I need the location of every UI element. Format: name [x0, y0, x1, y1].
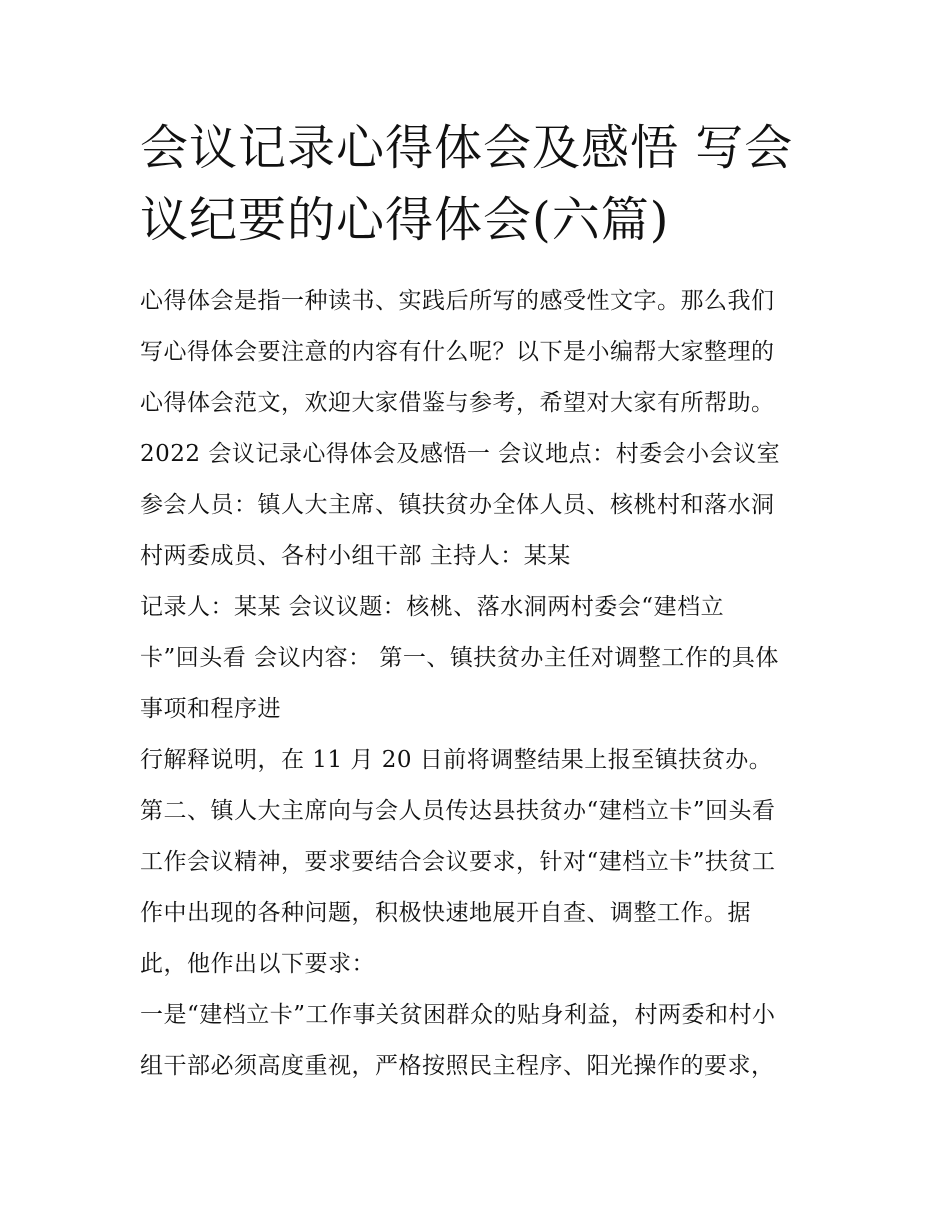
body-line: 心得体会范文，欢迎大家借鉴与参考，希望对大家有所帮助。: [140, 390, 775, 416]
body-line: 村两委成员、各村小组干部 主持人：某某: [140, 543, 571, 569]
body-line: 行解释说明，在 11 月 20 日前将调整结果上报至镇扶贫办。: [140, 747, 773, 773]
body-line: 写心得体会要注意的内容有什么呢？以下是小编帮大家整理的: [140, 339, 775, 365]
body-line: 一是“建档立卡”工作事关贫困群众的贴身利益，村两委和村小: [140, 1002, 776, 1028]
body-line: 作中出现的各种问题，积极快速地展开自查、调整工作。据: [140, 900, 751, 926]
body-line: 卡”回头看 会议内容： 第一、镇扶贫办主任对调整工作的具体: [140, 645, 779, 671]
body-line: 心得体会是指一种读书、实践后所写的感受性文字。那么我们: [140, 288, 775, 314]
body-line: 第二、镇人大主席向与会人员传达县扶贫办“建档立卡”回头看: [140, 798, 776, 824]
body-line: 参会人员：镇人大主席、镇扶贫办全体人员、核桃村和落水洞: [140, 492, 775, 518]
title-line: 会议记录心得体会及感悟 写会: [140, 120, 794, 176]
document-title: [140, 112, 820, 256]
body-line: 事项和程序进: [140, 696, 281, 722]
title-line: 议纪要的心得体会(六篇): [140, 192, 670, 248]
body-line: 组干部必须高度重视，严格按照民主程序、阳光操作的要求，: [140, 1053, 775, 1079]
body-line: 此，他作出以下要求：: [140, 951, 375, 977]
body-line: 记录人：某某 会议议题：核桃、落水洞两村委会“建档立: [140, 594, 725, 620]
body-line: 工作会议精神，要求要结合会议要求，针对“建档立卡”扶贫工: [140, 849, 776, 875]
document-body: [140, 276, 830, 1092]
body-line: 2022 会议记录心得体会及感悟一 会议地点：村委会小会议室: [140, 441, 781, 467]
